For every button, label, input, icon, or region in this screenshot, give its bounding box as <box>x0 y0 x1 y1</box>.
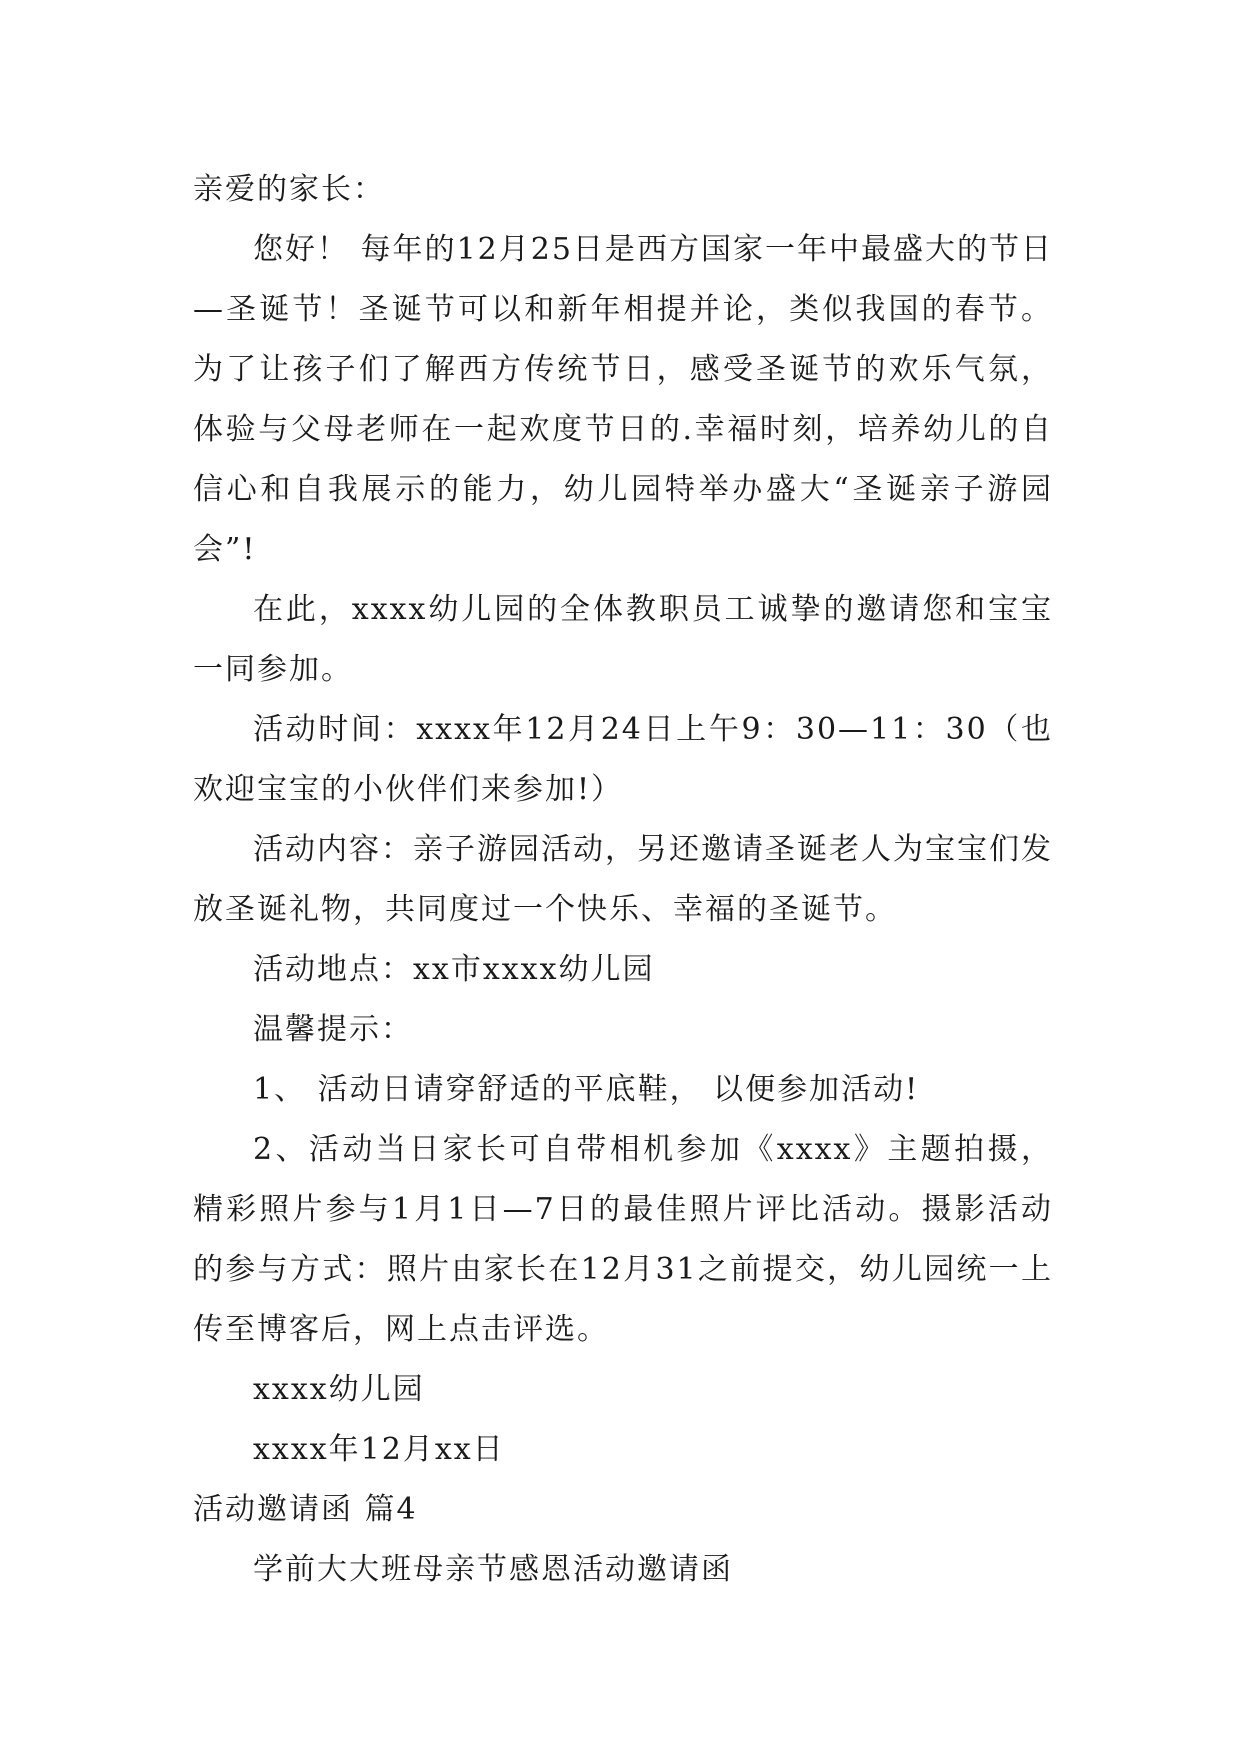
document-page <box>193 160 1053 1600</box>
tip-item-1: 1、 活动日请穿舒适的平底鞋， 以便参加活动! <box>253 1072 920 1107</box>
invite-paragraph: 在此，xxxx幼儿园的全体教职员工诚挚的邀请您和宝宝一同参加。 <box>193 592 1053 687</box>
event-time: 活动时间：xxxx年12月24日上午9：30—11：30（也欢迎宝宝的小伙伴们来参加!） <box>193 712 1053 807</box>
event-content: 活动内容：亲子游园活动，另还邀请圣诞老人为宝宝们发放圣诞礼物，共同度过一个快乐、幸福的圣诞节。 <box>193 832 1053 927</box>
intro-paragraph: 您好！ 每年的12月25日是西方国家一年中最盛大的节日—圣诞节！圣诞节可以和新年相提并论，类似我国的春节。为了让孩子们了解西方传统节日，感受圣诞节的欢乐气氛，体验与父母老师在一起欢度节日的.幸福时刻，培养幼儿的自信心和自我展示的能力，幼儿园特举办盛大“圣诞亲子游园会”! <box>193 232 1053 567</box>
section-heading: 活动邀请函 篇4 <box>193 1492 418 1527</box>
salutation: 亲爱的家长： <box>193 172 385 207</box>
event-place: 活动地点：xx市xxxx幼儿园 <box>253 952 655 987</box>
letter-date: xxxx年12月xx日 <box>253 1432 505 1467</box>
section-subtitle: 学前大大班母亲节感恩活动邀请函 <box>253 1552 733 1587</box>
tip-item-2: 2、活动当日家长可自带相机参加《xxxx》主题拍摄，精彩照片参与1月1日—7日的最佳照片评比活动。摄影活动的参与方式：照片由家长在12月31之前提交，幼儿园统一上传至博客后，网上点击评选。 <box>193 1132 1053 1347</box>
tips-title: 温馨提示： <box>253 1012 413 1047</box>
signature: xxxx幼儿园 <box>253 1372 425 1407</box>
